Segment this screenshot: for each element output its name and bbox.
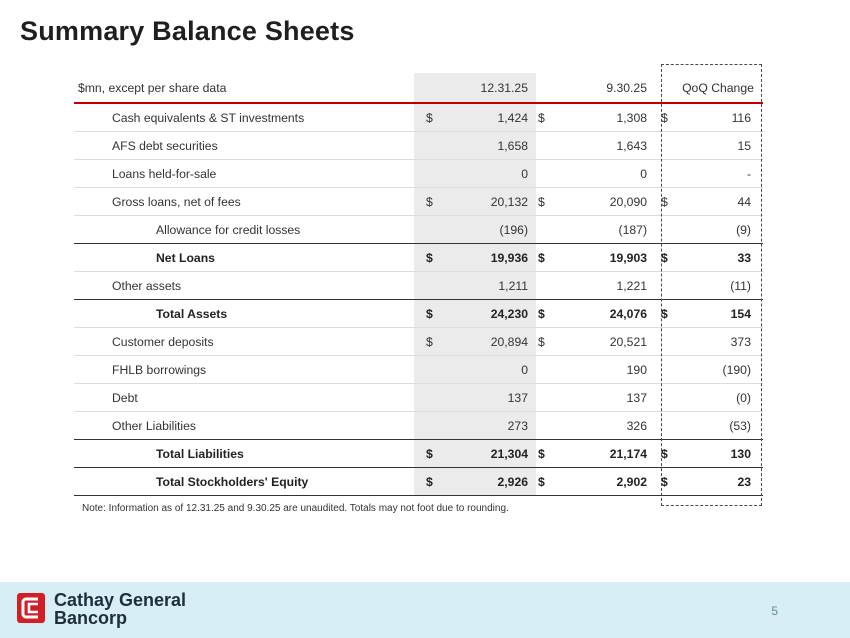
table-row (74, 132, 763, 160)
row-label: FHLB borrowings (74, 356, 414, 384)
table-row (74, 272, 763, 300)
table-row (74, 216, 763, 244)
value-qoq-change: 33 (673, 244, 763, 272)
table-row-total-liabilities: Total Liabilities $ 21,304 $ 21,174 $ 130 (74, 440, 763, 468)
value-qoq-change: (9) (673, 216, 763, 244)
value-9-30-25: 0 (552, 160, 655, 188)
value-qoq-change: 154 (673, 300, 763, 328)
value-9-30-25: 190 (552, 356, 655, 384)
table-row (74, 384, 763, 412)
header-label: $mn, except per share data (74, 73, 414, 103)
value-12-31-25: 2,926 (434, 468, 536, 496)
value-12-31-25: 24,230 (434, 300, 536, 328)
row-label: Loans held-for-sale (74, 160, 414, 188)
value-12-31-25: 19,936 (434, 244, 536, 272)
value-9-30-25: 1,308 (552, 103, 655, 132)
table-row (74, 160, 763, 188)
table-row: Cash equivalents & ST investments $ 1,424 $ 1,308 $ 116 (74, 103, 763, 132)
table-row-total-assets: Total Assets $ 24,230 $ 24,076 $ 154 (74, 300, 763, 328)
value-12-31-25: 20,894 (434, 328, 536, 356)
value-qoq-change: 130 (673, 440, 763, 468)
value-12-31-25: 1,424 (434, 103, 536, 132)
value-12-31-25: 20,132 (434, 188, 536, 216)
value-qoq-change: (53) (673, 412, 763, 440)
value-9-30-25: 21,174 (552, 440, 655, 468)
row-label: AFS debt securities (74, 132, 414, 160)
value-12-31-25: 0 (434, 356, 536, 384)
value-9-30-25: 20,521 (552, 328, 655, 356)
table-row (74, 412, 763, 440)
value-qoq-change: - (673, 160, 763, 188)
value-9-30-25: 2,902 (552, 468, 655, 496)
row-label: Customer deposits (74, 328, 414, 356)
value-qoq-change: 116 (673, 103, 763, 132)
value-9-30-25: 19,903 (552, 244, 655, 272)
qoq-change-highlight-box (661, 64, 762, 506)
row-label: Net Loans (74, 244, 414, 272)
value-qoq-change: 373 (673, 328, 763, 356)
value-qoq-change: (0) (673, 384, 763, 412)
footer-bar (0, 582, 850, 638)
table-row-total-equity: Total Stockholders' Equity $ 2,926 $ 2,902 $ 23 (74, 468, 763, 496)
footnote: Note: Information as of 12.31.25 and 9.30.25 are unaudited. Totals may not foot due to rounding. (82, 503, 509, 514)
page-title: Summary Balance Sheets (20, 16, 355, 46)
value-qoq-change: 44 (673, 188, 763, 216)
value-12-31-25: 273 (434, 412, 536, 440)
value-12-31-25: 1,211 (434, 272, 536, 300)
header-col-qoq-change: QoQ Change (673, 73, 763, 103)
table-row-net-loans: Net Loans $ 19,936 $ 19,903 $ 33 (74, 244, 763, 272)
value-9-30-25: 326 (552, 412, 655, 440)
table-row (74, 356, 763, 384)
table-row: Gross loans, net of fees $ 20,132 $ 20,090 $ 44 (74, 188, 763, 216)
value-9-30-25: 137 (552, 384, 655, 412)
row-label: Gross loans, net of fees (74, 188, 414, 216)
cathay-logo-icon (16, 592, 46, 624)
value-12-31-25: 0 (434, 160, 536, 188)
value-12-31-25: 137 (434, 384, 536, 412)
header-col-9-30-25: 9.30.25 (552, 73, 655, 103)
value-9-30-25: (187) (552, 216, 655, 244)
value-9-30-25: 1,643 (552, 132, 655, 160)
value-12-31-25: 21,304 (434, 440, 536, 468)
logo-line-2: Bancorp (54, 608, 128, 628)
row-label: Total Assets (74, 300, 414, 328)
row-label: Cash equivalents & ST investments (74, 103, 414, 132)
value-9-30-25: 1,221 (552, 272, 655, 300)
value-9-30-25: 24,076 (552, 300, 655, 328)
page-number: 5 (771, 604, 778, 618)
header-col-12-31-25: 12.31.25 (434, 73, 536, 103)
table-header-row (74, 73, 763, 103)
value-qoq-change: 15 (673, 132, 763, 160)
value-qoq-change: (190) (673, 356, 763, 384)
value-9-30-25: 20,090 (552, 188, 655, 216)
value-12-31-25: (196) (434, 216, 536, 244)
row-label: Total Stockholders' Equity (74, 468, 414, 496)
balance-sheet-table (74, 73, 763, 496)
row-label: Debt (74, 384, 414, 412)
company-logo-text (54, 591, 186, 627)
row-label: Total Liabilities (74, 440, 414, 468)
logo-line-1: Cathay General (54, 590, 187, 610)
row-label: Other Liabilities (74, 412, 414, 440)
value-qoq-change: 23 (673, 468, 763, 496)
row-label: Allowance for credit losses (74, 216, 414, 244)
row-label: Other assets (74, 272, 414, 300)
value-12-31-25: 1,658 (434, 132, 536, 160)
value-qoq-change: (11) (673, 272, 763, 300)
table-row: Customer deposits $ 20,894 $ 20,521 373 (74, 328, 763, 356)
